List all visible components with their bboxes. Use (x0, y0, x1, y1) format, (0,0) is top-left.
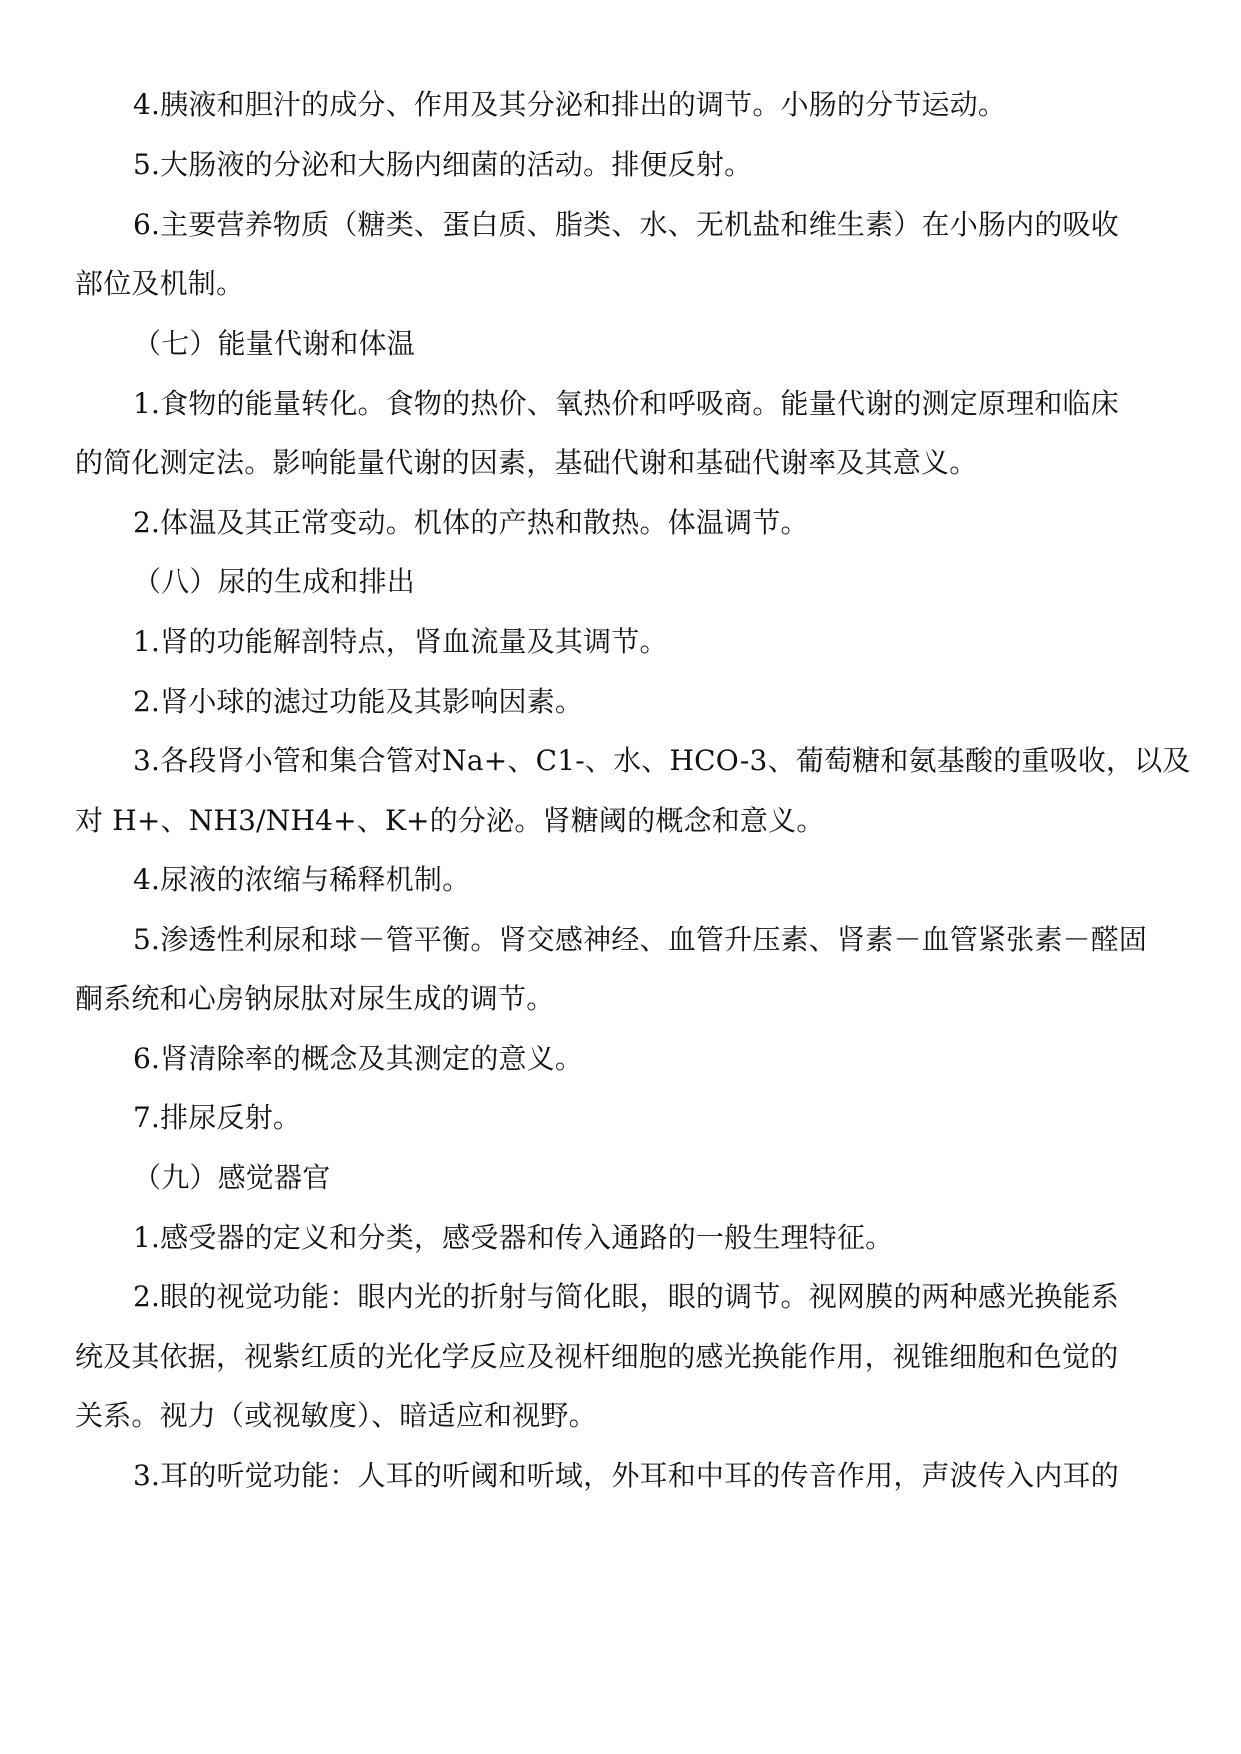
text-line-12: 3.各段肾小管和集合管对Na+、C1-、水、HCO-3、葡萄糖和氨基酸的重吸收，以及 (133, 744, 1191, 777)
text-line-18: 7.排尿反射。 (133, 1101, 302, 1134)
text-line-13: 对 H+、NH3/NH4+、K+的分泌。肾糖阈的概念和意义。 (75, 804, 825, 837)
text-line-8: 2.体温及其正常变动。机体的产热和散热。体温调节。 (133, 506, 809, 539)
text-line-11: 2.肾小球的滤过功能及其影响因素。 (133, 685, 584, 718)
section-heading-9: （九）感觉器官 (133, 1161, 331, 1194)
text-line-20: 1.感受器的定义和分类，感受器和传入通路的一般生理特征。 (133, 1221, 894, 1254)
text-line-7: 的简化测定法。影响能量代谢的因素，基础代谢和基础代谢率及其意义。 (75, 446, 978, 479)
text-line-10: 1.肾的功能解剖特点，肾血流量及其调节。 (133, 625, 668, 658)
text-line-2: 5.大肠液的分泌和大肠内细菌的活动。排便反射。 (133, 148, 753, 181)
text-line-4: 部位及机制。 (75, 267, 245, 300)
text-line-1: 4.胰液和胆汁的成分、作用及其分泌和排出的调节。小肠的分节运动。 (133, 88, 1007, 121)
text-line-6: 1.食物的能量转化。食物的热价、氧热价和呼吸商。能量代谢的测定原理和临床 (133, 387, 1119, 420)
text-line-23: 关系。视力（或视敏度）、暗适应和视野。 (75, 1399, 597, 1432)
text-line-16: 酮系统和心房钠尿肽对尿生成的调节。 (75, 982, 555, 1015)
text-line-17: 6.肾清除率的概念及其测定的意义。 (133, 1042, 584, 1075)
text-line-14: 4.尿液的浓缩与稀释机制。 (133, 863, 471, 896)
text-line-15: 5.渗透性利尿和球－管平衡。肾交感神经、血管升压素、肾素－血管紧张素－醛固 (133, 923, 1148, 956)
section-heading-7: （七）能量代谢和体温 (133, 327, 416, 360)
text-line-21: 2.眼的视觉功能：眼内光的折射与简化眼，眼的调节。视网膜的两种感光换能系 (133, 1280, 1119, 1313)
text-line-24: 3.耳的听觉功能：人耳的听阈和听域，外耳和中耳的传音作用，声波传入内耳的 (133, 1459, 1119, 1492)
section-heading-8: （八）尿的生成和排出 (133, 565, 416, 598)
text-line-22: 统及其依据，视紫红质的光化学反应及视杆细胞的感光换能作用，视锥细胞和色觉的 (75, 1340, 1119, 1373)
text-line-3: 6.主要营养物质（糖类、蛋白质、脂类、水、无机盐和维生素）在小肠内的吸收 (133, 208, 1119, 241)
